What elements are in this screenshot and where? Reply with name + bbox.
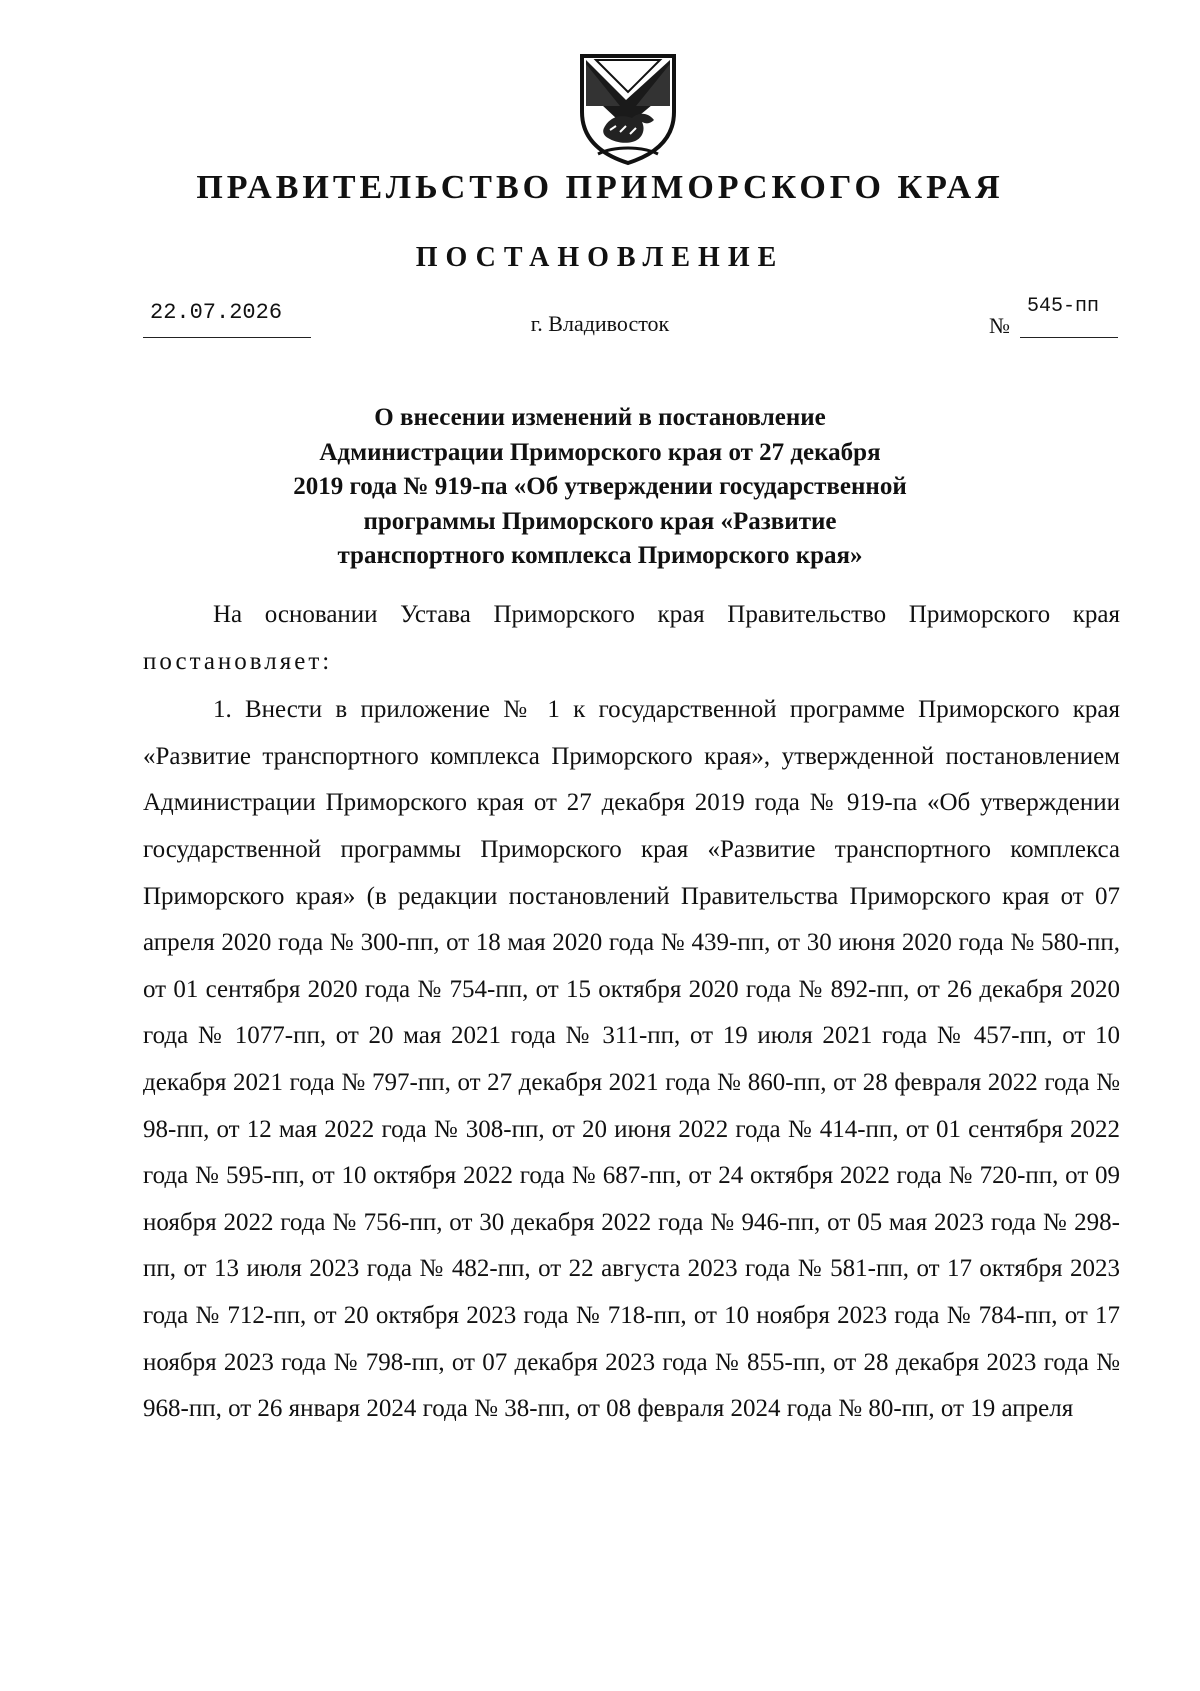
document-body (143, 592, 1120, 1433)
preamble-paragraph (143, 592, 1120, 685)
preamble-text: На основании Устава Приморского края Правительство Приморского края (213, 601, 1120, 628)
preamble-action: постановляет: (143, 647, 333, 675)
document-city: г. Владивосток (530, 311, 670, 336)
subject-line: Администрации Приморского края от 27 декабря (319, 438, 881, 466)
number-underline (1020, 337, 1118, 338)
subject-line: 2019 года № 919-па «Об утверждении государственной (293, 473, 907, 500)
subject-line: О внесении изменений в постановление (374, 404, 826, 431)
coat-of-arms-icon (576, 50, 680, 166)
document-number: 545-пп (1027, 295, 1100, 318)
organization-title: ПРАВИТЕЛЬСТВО ПРИМОРСКОГО КРАЯ (196, 169, 1004, 206)
document-date: 22.07.2026 (150, 300, 283, 325)
document-subject (200, 401, 1000, 574)
subject-line: транспортного комплекса Приморского края» (337, 542, 863, 569)
number-sign: № (989, 313, 1010, 338)
item-1-paragraph: 1. Внести в приложение № 1 к государственной программе Приморского края «Развитие транспортного комплекса Приморского края», утвержденной постановлением Администрации Приморского края от 27 декабря 2019 года № 919-па «Об утверждении государственной программы Приморского края «Развитие транспортного комплекса Приморского края» (в редакции постановлений Правительства Приморского края от 07 апреля 2020 года № 300-пп, от 18 мая 2020 года № 439-пп, от 30 июня 2020 года № 580-пп, от 01 сентября 2020 года № 754-пп, от 15 октября 2020 года № 892-пп, от 26 декабря 2020 года № 1077-пп, от 20 мая 2021 года № 311-пп, от 19 июля 2021 года № 457-пп, от 10 декабря 2021 года № 797-пп, от 27 декабря 2021 года № 860-пп, от 28 февраля 2022 года № 98-пп, от 12 мая 2022 года № 308-пп, от 20 июня 2022 года № 414-пп, от 01 сентября 2022 года № 595-пп, от 10 октября 2022 года № 687-пп, от 24 октября 2022 года № 720-пп, от 09 ноября 2022 года № 756-пп, от 30 декабря 2022 года № 946-пп, от 05 мая 2023 года № 298-пп, от 13 июля 2023 года № 482-пп, от 22 августа 2023 года № 581-пп, от 17 октября 2023 года № 712-пп, от 20 октября 2023 года № 718-пп, от 10 ноября 2023 года № 784-пп, от 17 ноября 2023 года № 798-пп, от 07 декабря 2023 года № 855-пп, от 28 декабря 2023 года № 968-пп, от 26 января 2024 года № 38-пп, от 08 февраля 2024 года № 80-пп, от 19 апреля (143, 696, 1120, 1423)
subject-line: программы Приморского края «Развитие (363, 507, 837, 535)
document-type: ПОСТАНОВЛЕНИЕ (415, 242, 785, 273)
